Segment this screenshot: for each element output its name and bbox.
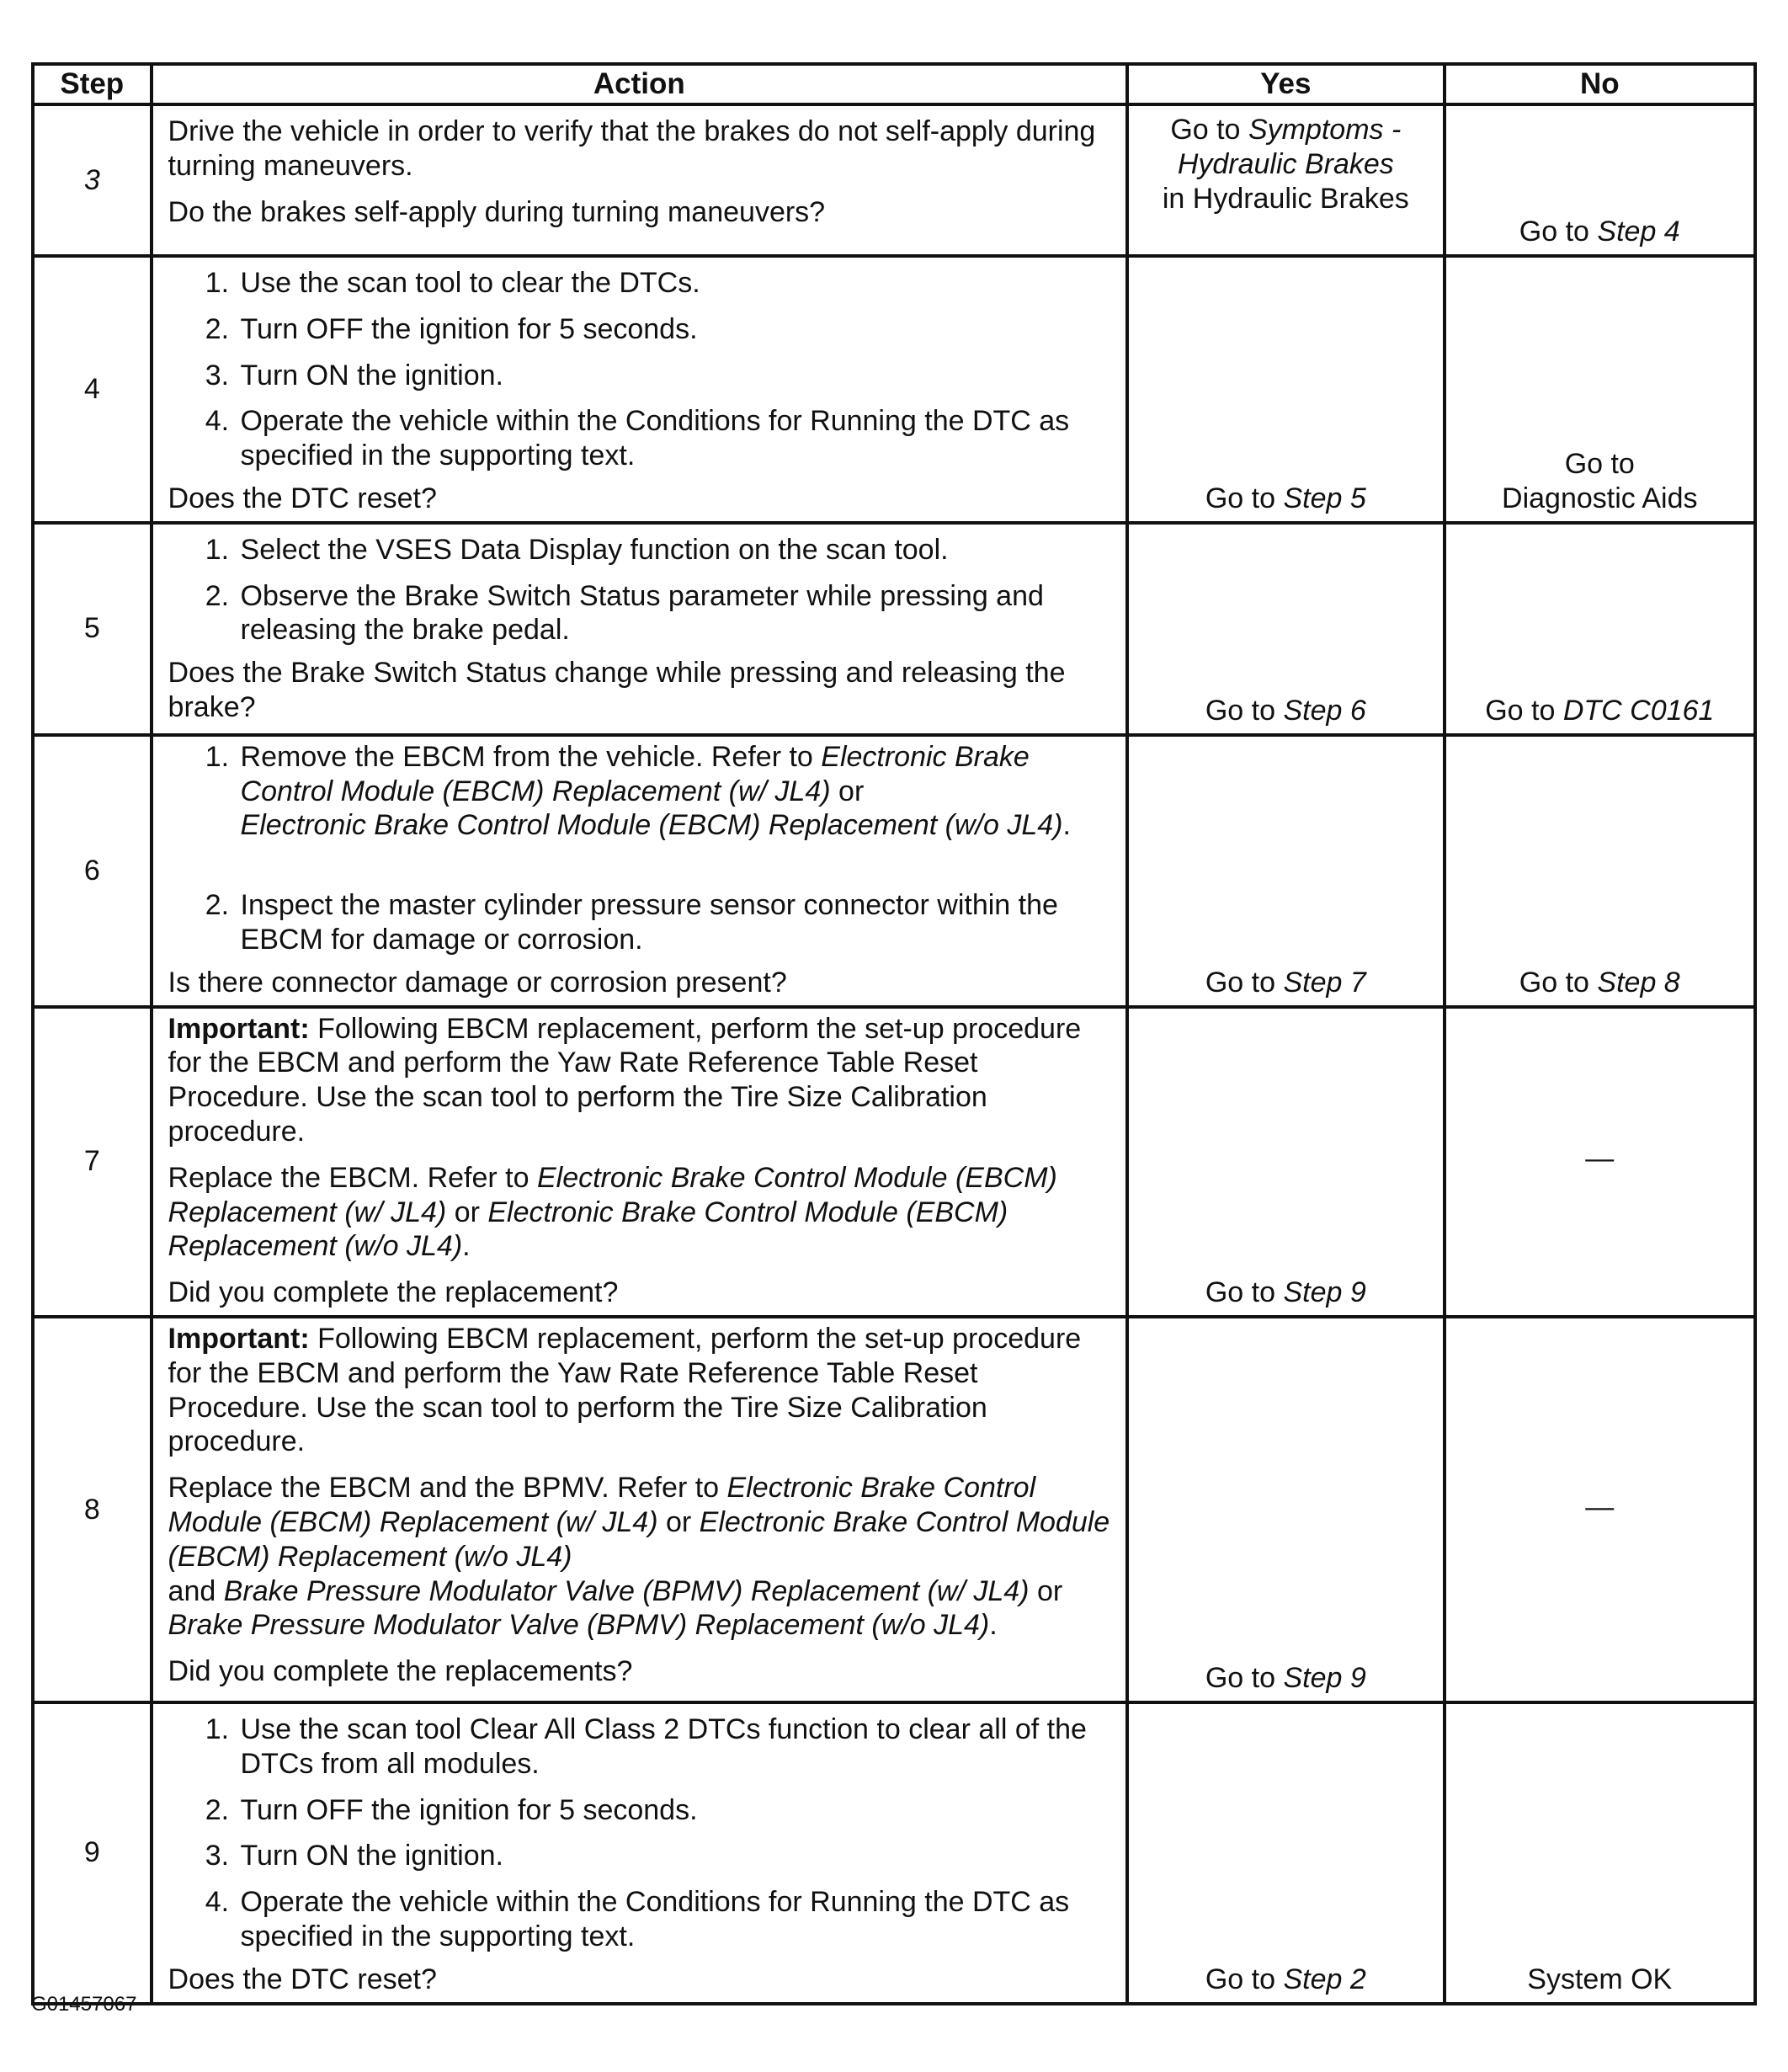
question-text: Did you complete the replacements? (168, 1655, 633, 1688)
yes-link[interactable]: Step 6 (1283, 694, 1366, 727)
no-cell: — (1445, 1317, 1755, 1702)
yes-cell[interactable] (1127, 523, 1444, 735)
ebcm-replacement-link[interactable]: Electronic Brake Control Module (EBCM) Replacement (w/ JL4) (168, 1472, 1036, 1538)
no-cell[interactable] (1445, 523, 1755, 735)
yes-link[interactable]: Step 9 (1283, 1276, 1366, 1309)
list-item: 1. Use the scan tool Clear All Class 2 DTCs function to clear all of the DTCs from all modules. (237, 1712, 1115, 1782)
step-number: 9 (33, 1702, 152, 2004)
step-number: 3 (33, 104, 152, 256)
question-text: Did you complete the replacement? (168, 1276, 619, 1309)
table-row (33, 1317, 1755, 1702)
yes-cell[interactable] (1127, 1702, 1444, 2004)
no-link[interactable]: Step 8 (1597, 966, 1680, 999)
table-row (33, 256, 1755, 523)
list-item: 1. Use the scan tool to clear the DTCs. (237, 266, 1115, 301)
step-number: 4 (33, 256, 152, 523)
action-list (168, 533, 1115, 647)
diagnostic-table (31, 62, 1757, 2005)
no-line-1: Go to (1564, 448, 1635, 481)
no-cell: — (1445, 1007, 1755, 1317)
no-prefix: Go to (1519, 216, 1589, 248)
list-item: 3. Turn ON the ignition. (237, 1839, 1115, 1873)
no-cell[interactable] (1445, 104, 1755, 256)
header-no: No (1445, 64, 1755, 104)
list-item: 2. Observe the Brake Switch Status parameter while pressing and releasing the brake pedal. (237, 579, 1115, 648)
header-action: Action (152, 64, 1128, 104)
replace-instruction: Replace the EBCM and the BPMV. Refer to Electronic Brake Control Module (EBCM) Replacement (w/ JL4) or Electronic Brake Control Module (EBCM) Replacement (w/o JL4) and Brake Pressure Modulator Valve (BPMV) Replacement (w/ JL4) or Brake Pressure Modulator Valve (BPMV) Replacement (w/o JL4). (168, 1472, 1110, 1642)
important-note (168, 1012, 1115, 1149)
yes-cell[interactable] (1127, 1007, 1444, 1317)
header-step: Step (33, 64, 152, 104)
important-label: Important: (168, 1322, 310, 1355)
yes-link[interactable]: Symptoms - Hydraulic Brakes (1177, 114, 1402, 180)
yes-prefix: Go to (1205, 966, 1276, 999)
ebcm-replacement-link[interactable]: Electronic Brake Control Module (EBCM) Replacement (w/ JL4) (240, 740, 1030, 807)
question-text: Does the DTC reset? (168, 1963, 437, 1995)
list-item: 3. Turn ON the ignition. (237, 359, 1115, 393)
yes-suffix: in Hydraulic Brakes (1162, 182, 1409, 215)
yes-link[interactable]: Step 7 (1283, 966, 1366, 999)
list-item: 2. Turn OFF the ignition for 5 seconds. (237, 1793, 1115, 1828)
yes-prefix: Go to (1170, 114, 1241, 146)
step-number: 5 (33, 523, 152, 735)
ebcm-replacement-link[interactable]: Electronic Brake Control Module (EBCM) Replacement (w/ JL4) (168, 1161, 1057, 1228)
no-link[interactable]: DTC C0161 (1562, 694, 1715, 727)
list-item: 2. Inspect the master cylinder pressure sensor connector within the EBCM for damage or corrosion. (237, 888, 1115, 957)
no-prefix: Go to (1485, 694, 1556, 727)
table-row (33, 735, 1755, 1007)
important-text: Following EBCM replacement, perform the set-up procedure for the EBCM and perform the Yaw Rate Reference Table Reset Procedure. Use the scan tool to perform the Tire Size Calibration procedure. (168, 1322, 1082, 1458)
header-yes: Yes (1127, 64, 1444, 104)
important-note (168, 1322, 1115, 1459)
header-row (33, 64, 1755, 104)
bpmv-replacement-link[interactable]: Brake Pressure Modulator Valve (BPMV) Replacement (w/ JL4) (223, 1574, 1030, 1607)
action-cell (152, 1702, 1128, 2004)
replace-instruction: Replace the EBCM. Refer to Electronic Brake Control Module (EBCM) Replacement (w/ JL4) or Electronic Brake Control Module (EBCM) Replacement (w/o JL4). (168, 1161, 1057, 1263)
step-number: 7 (33, 1007, 152, 1317)
list-item: 4. Operate the vehicle within the Conditions for Running the DTC as specified in the supporting text. (237, 404, 1115, 473)
figure-id: G01457067 (31, 1993, 137, 2016)
action-list (168, 266, 1115, 473)
no-link[interactable]: Diagnostic Aids (1502, 482, 1698, 514)
yes-cell[interactable] (1127, 735, 1444, 1007)
list-item: 1. Remove the EBCM from the vehicle. Refer to Electronic Brake Control Module (EBCM) Replacement (w/ JL4) or Electronic Brake Control Module (EBCM) Replacement (w/o JL4). (237, 740, 1115, 876)
no-cell: System OK (1445, 1702, 1755, 2004)
action-cell (152, 523, 1128, 735)
yes-prefix: Go to (1205, 482, 1276, 514)
yes-cell[interactable] (1127, 104, 1444, 256)
ebcm-replacement-link[interactable]: Electronic Brake Control Module (EBCM) Replacement (w/o JL4) (168, 1505, 1110, 1573)
question-text: Does the Brake Switch Status change while pressing and releasing the brake? (168, 657, 1066, 723)
list-item: 2. Turn OFF the ignition for 5 seconds. (237, 312, 1115, 347)
table-row (33, 523, 1755, 735)
yes-prefix: Go to (1205, 1662, 1276, 1695)
table-row (33, 1007, 1755, 1317)
ebcm-replacement-link[interactable]: Electronic Brake Control Module (EBCM) Replacement (w/o JL4) (168, 1196, 1008, 1263)
important-text: Following EBCM replacement, perform the set-up procedure for the EBCM and perform the Yaw Rate Reference Table Reset Procedure. Use the scan tool to perform the Tire Size Calibration procedure. (168, 1012, 1082, 1148)
action-cell (152, 735, 1128, 1007)
table-row (33, 104, 1755, 256)
question-text: Is there connector damage or corrosion present? (168, 966, 787, 999)
action-list (168, 740, 1115, 957)
bpmv-replacement-link[interactable]: Brake Pressure Modulator Valve (BPMV) Replacement (w/o JL4) (168, 1609, 990, 1642)
list-item: 1. Select the VSES Data Display function on the scan tool. (237, 533, 1115, 567)
action-list (168, 1712, 1115, 1954)
yes-link[interactable]: Step 9 (1283, 1662, 1366, 1695)
yes-prefix: Go to (1205, 1276, 1276, 1309)
no-cell[interactable] (1445, 256, 1755, 523)
question-text: Do the brakes self-apply during turning maneuvers? (168, 195, 826, 228)
action-cell (152, 256, 1128, 523)
table-row (33, 1702, 1755, 2004)
yes-cell[interactable] (1127, 256, 1444, 523)
yes-prefix: Go to (1205, 694, 1276, 727)
important-label: Important: (168, 1012, 310, 1045)
yes-cell[interactable] (1127, 1317, 1444, 1702)
list-item: 4. Operate the vehicle within the Conditions for Running the DTC as specified in the supporting text. (237, 1885, 1115, 1954)
action-cell (152, 104, 1128, 256)
no-cell[interactable] (1445, 735, 1755, 1007)
action-cell (152, 1007, 1128, 1317)
yes-link[interactable]: Step 2 (1283, 1963, 1366, 1995)
no-link[interactable]: Step 4 (1597, 216, 1680, 248)
question-text: Does the DTC reset? (168, 482, 437, 514)
step-number: 6 (33, 735, 152, 1007)
yes-prefix: Go to (1205, 1963, 1276, 1995)
action-text: Drive the vehicle in order to verify that the brakes do not self-apply during turning maneuvers. (168, 115, 1096, 182)
yes-link[interactable]: Step 5 (1283, 482, 1366, 514)
no-prefix: Go to (1519, 966, 1589, 999)
step-number: 8 (33, 1317, 152, 1702)
action-cell (152, 1317, 1128, 1702)
ebcm-replacement-link[interactable]: Electronic Brake Control Module (EBCM) Replacement (w/o JL4) (240, 809, 1063, 842)
